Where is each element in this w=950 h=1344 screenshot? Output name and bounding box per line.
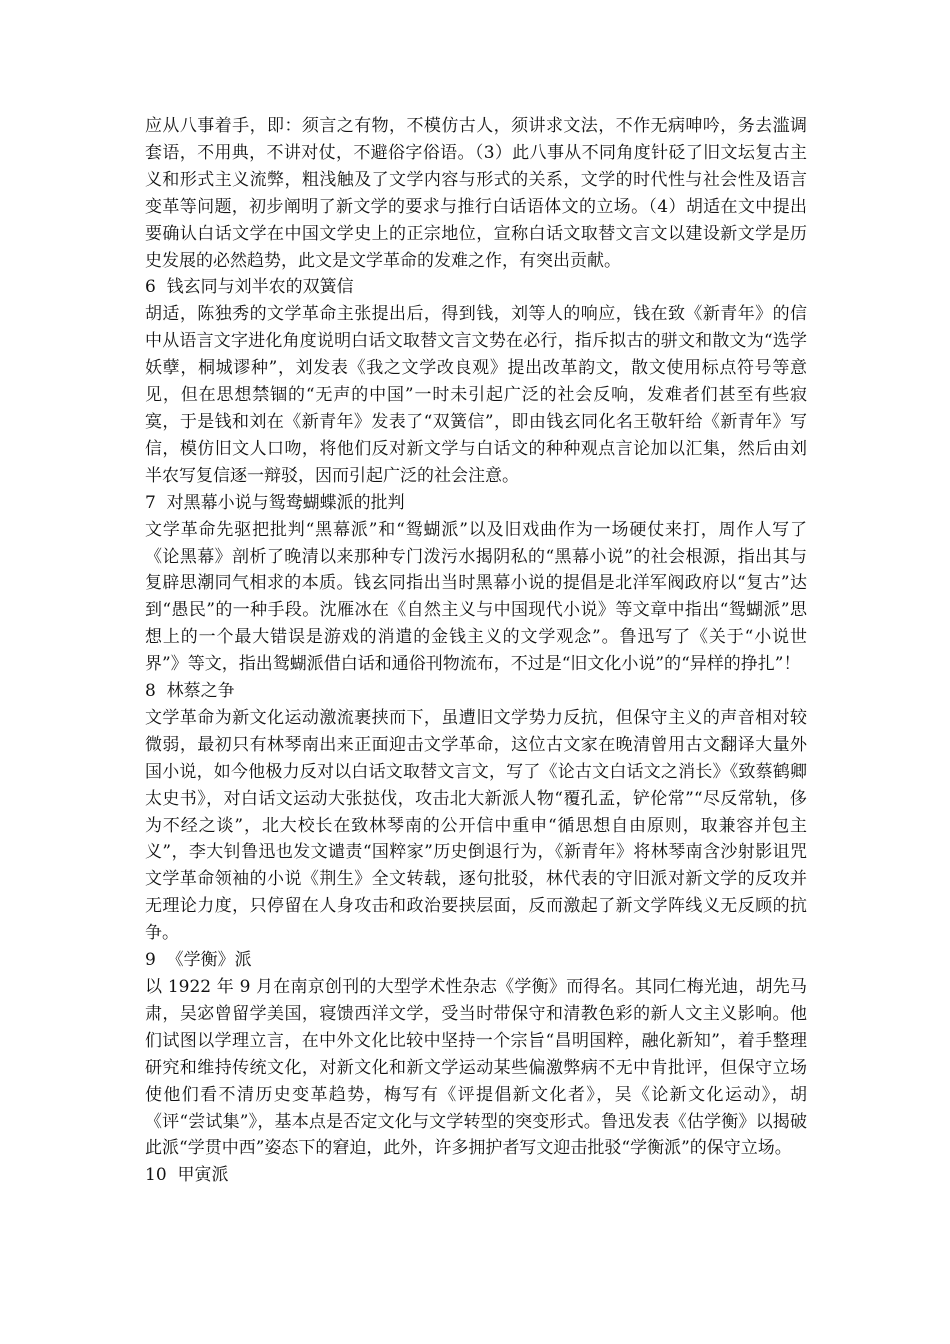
section-heading-9: 9 《学衡》派	[145, 950, 252, 971]
paragraph-lin-cai-dispute: 文学革命为新文化运动激流裹挟而下，虽遭旧文学势力反抗，但保守主义的声音相对较微弱，最初只有林琴南出来正面迎击文学革命，这位古文家在晚清曾用古文翻译大量外国小说，如今他极力反对以白话文取替文言文，写了《论古文白话文之消长》《致蔡鹤卿太史书》，对白话文运动大张挞伐，攻击北大新派人物“覆孔孟，铲伦常”“尽反常轨，侈为不经之谈”，北大校长在致林琴南的公开信中重申“循思想自由原则，取兼容并包主义”，李大钊鲁迅也发文谴责“国粹家”历史倒退行为，《新青年》将林琴南含沙射影诅咒文学革命领袖的小说《荆生》全文转载，逐句批驳，林代表的守旧派对新文学的反攻并无理论力度，只停留在人身攻击和政治要挟层面，反而激起了新文学阵线义无反顾的抗争。	[145, 707, 807, 944]
paragraph-double-reed-letters: 胡适，陈独秀的文学革命主张提出后，得到钱，刘等人的响应，钱在致《新青年》的信中从语言文字进化角度说明白话文取替文言文势在必行，指斥拟古的骈文和散文为“选学妖孽，桐城谬种”，刘发表《我之文学改良观》提出改革韵文，散文使用标点符号等意见，但在思想禁锢的“无声的中国”一时未引起广泛的社会反响，发难者们甚至有些寂寞，于是钱和刘在《新青年》发表了“双簧信”，即由钱玄同化名王敬轩给《新青年》写信，模仿旧文人口吻，将他们反对新文学与白话文的种种观点言论加以汇集，然后由刘半农写复信逐一辩驳，因而引起广泛的社会注意。	[145, 304, 807, 486]
paragraph-xueheng-school: 以 1922 年 9 月在南京创刊的大型学术性杂志《学衡》而得名。其同仁梅光迪，胡先马肃，吴宓曾留学美国，寝馈西洋文学，受当时带保守和清教色彩的新人文主义影响。他们试图以学理立言，在中外文化比较中坚持一个宗旨“昌明国粹，融化新知”，着手整理研究和维持传统文化，对新文化和新文学运动某些偏激弊病不无中肯批评，但保守立场使他们看不清历史变革趋势，梅写有《评提倡新文化者》，吴《论新文化运动》，胡《评“尝试集”》，基本点是否定文化与文学转型的突变形式。鲁迅发表《估学衡》以揭破此派“学贯中西”姿态下的窘迫，此外，许多拥护者写文迎击批驳“学衡派”的保守立场。	[145, 977, 807, 1159]
paragraph-black-curtain-critique: 文学革命先驱把批判“黑幕派”和“鸳蝴派”以及旧戏曲作为一场硬仗来打，周作人写了《论黑幕》剖析了晚清以来那种专门泼污水揭阴私的“黑幕小说”的社会根源，指出其与复辟思潮同气相求的本质。钱玄同指出当时黑幕小说的提倡是北洋军阀政府以“复古”达到“愚民”的一种手段。沈雁冰在《自然主义与中国现代小说》等文章中指出“鸳蝴派”思想上的一个最大错误是游戏的消遣的金钱主义的文学观念”。鲁迅写了《关于“小说世界”》等文，指出鸳蝴派借白话和通俗刊物流布，不过是“旧文化小说”的“异样的挣扎”！	[145, 519, 807, 675]
paragraph-eight-matters: 应从八事着手，即：须言之有物，不模仿古人，须讲求文法，不作无病呻吟，务去滥调套语，不用典，不讲对仗，不避俗字俗语。（3）此八事从不同角度针砭了旧文坛复古主义和形式主义流弊，粗浅触及了文学内容与形式的关系，文学的时代性与社会性及语言变革等问题，初步阐明了新文学的要求与推行白话语体文的立场。（4）胡适在文中提出要确认白话文学在中国文学史上的正宗地位，宣称白话文取替文言文以建设新文学是历史发展的必然趋势，此文是文学革命的发难之作，有突出贡献。	[145, 116, 807, 271]
document-page	[145, 113, 807, 1189]
section-heading-6: 6 钱玄同与刘半农的双簧信	[145, 277, 354, 298]
section-heading-10: 10 甲寅派	[145, 1165, 229, 1186]
section-heading-7: 7 对黑幕小说与鸳鸯蝴蝶派的批判	[145, 492, 405, 513]
section-heading-8: 8 林蔡之争	[145, 681, 235, 702]
